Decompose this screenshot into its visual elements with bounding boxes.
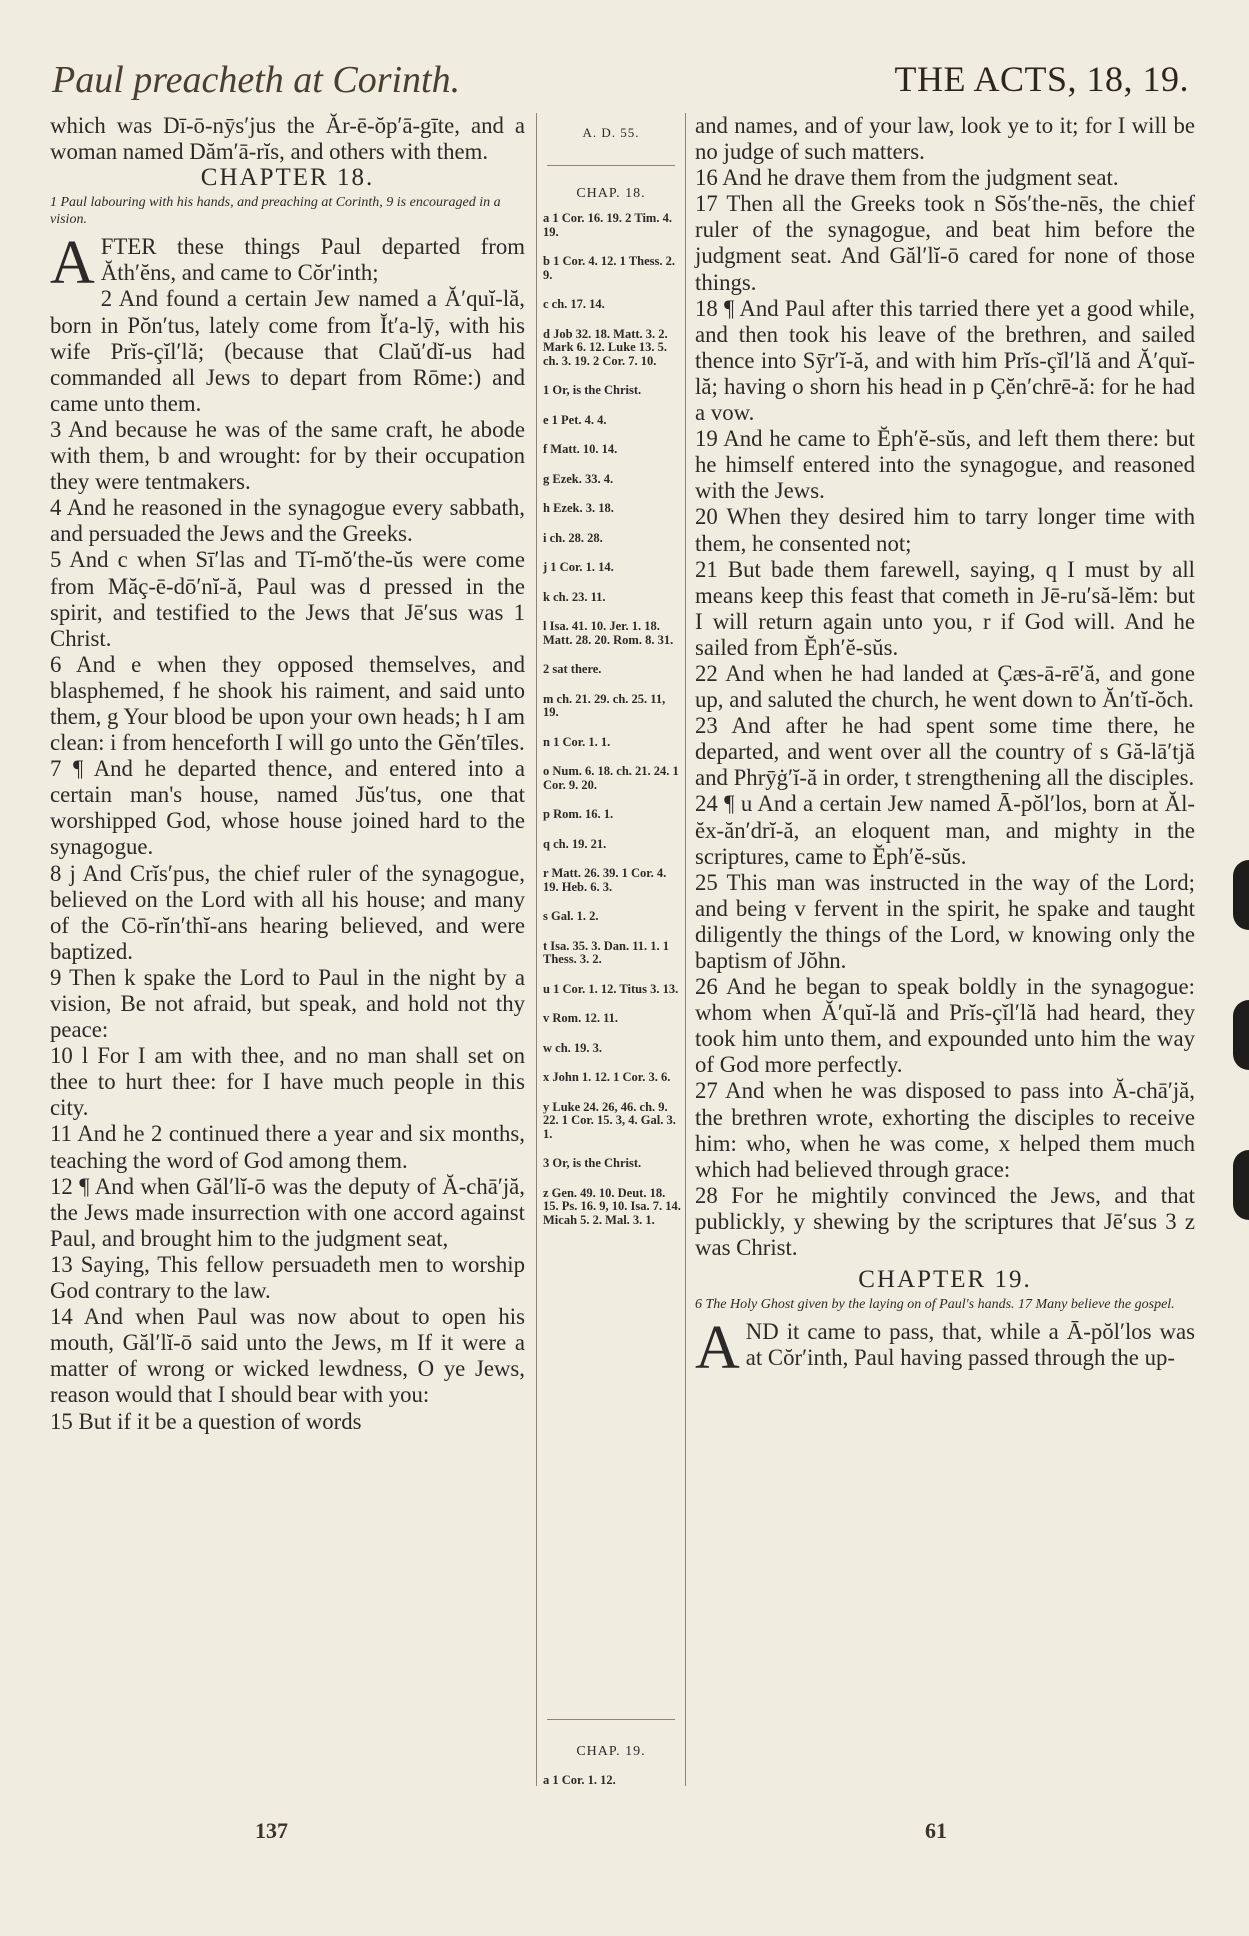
cross-reference: u 1 Cor. 1. 12. Titus 3. 13. xyxy=(543,981,679,996)
chapter-19-verse-1-text: ND it came to pass, that, while a Ā-pŏl′los was at Cŏr′inth, Paul having passed through the up- xyxy=(745,1319,1195,1371)
cross-reference: s Gal. 1. 2. xyxy=(543,909,599,923)
cross-reference: d Job 32. 18. Matt. 3. 2. Mark 6. 12. Luke 13. 5. ch. 3. 19. 2 Cor. 7. 10. xyxy=(543,326,668,368)
cross-reference: k ch. 23. 11. xyxy=(543,589,606,604)
cross-reference: t Isa. 35. 3. Dan. 11. 1. 1 Thess. 3. 2. xyxy=(543,938,670,966)
cross-reference: i ch. 28. 28. xyxy=(543,530,603,545)
cross-reference: l Isa. 41. 10. Jer. 1. 18. Matt. 28. 20. Rom. 8. 31. xyxy=(543,619,674,647)
verse-19: 19 And he came to Ĕph′ĕ-sŭs, and left them there: but he himself entered into the synagogue, and reasoned with the Jews. xyxy=(695,426,1195,504)
cross-reference: p Rom. 16. 1. xyxy=(543,807,614,821)
chap-19-label: CHAP. 19. xyxy=(576,1744,646,1759)
verse-28: 28 For he mightily convinced the Jews, and that publickly, y shewing by the scriptures that Jē′sus 3 z was Christ. xyxy=(695,1182,1195,1261)
page-number-left: 137 xyxy=(255,1818,288,1843)
verse-23: 23 And after he had spent some time there, he departed, and went over all the country of s Gă-lā′tjă and Phrȳġ′ĭ-ă in order, t strengthening all the disciples. xyxy=(695,713,1195,791)
drop-cap: A xyxy=(695,1314,740,1383)
right-text-column xyxy=(695,113,1195,1383)
verse-7: 7 ¶ And he departed thence, and entered into a certain man's house, named Jŭs′tus, one that worshipped God, whose house joined hard to the synagogue. xyxy=(50,756,525,860)
cross-reference: z Gen. 49. 10. Deut. 18. 15. Ps. 16. 9, 10. Isa. 7. 14. Micah 5. 2. Mal. 3. 1. xyxy=(543,1185,681,1227)
cross-reference-column xyxy=(536,113,686,1786)
verse-10: 10 l For I am with thee, and no man shall set on thee to hurt thee: for I have much people in this city. xyxy=(50,1043,525,1121)
chapter-18-summary: 1 Paul labouring with his hands, and preaching at Corinth, 9 is encouraged in a vision. xyxy=(50,195,501,228)
verse-6: 6 And e when they opposed themselves, and blasphemed, f he shook his raiment, and said unto them, g Your blood be upon your own heads; h I am clean: i from henceforth I will go unto the Gĕn′tīles. xyxy=(50,651,525,756)
cross-reference: a 1 Cor. 16. 19. 2 Tim. 4. 19. xyxy=(543,211,672,239)
verse-18: 18 ¶ And Paul after this tarried there yet a good while, and then took his leave of the brethren, and sailed thence into Sȳr′ĭ-ă, and with him Prĭs-çĭl′lă and Ă′quĭ-lă; having o shorn his head in p Çĕn′chrē-ă: for he had a vow. xyxy=(695,295,1195,426)
cross-reference: r Matt. 26. 39. 1 Cor. 4. 19. Heb. 6. 3. xyxy=(543,866,667,894)
verse-22: 22 And when he had landed at Çæs-ā-rē′ă, and gone up, and saluted the church, he went down to Ăn′tĭ-ŏch. xyxy=(695,660,1195,713)
cross-reference: y Luke 24. 26, 46. ch. 9. 22. 1 Cor. 15. 3, 4. Gal. 3. 1. xyxy=(543,1099,676,1141)
verse-8: 8 j And Crĭs′pus, the chief ruler of the synagogue, believed on the Lord with all his house; and many of the Cō-rĭn′thĭ-ans hearing believed, and were baptized. xyxy=(50,860,525,964)
verse-4: 4 And he reasoned in the synagogue every sabbath, and persuaded the Jews and the Greeks. xyxy=(50,495,525,547)
verse-15: 15 But if it be a question of words xyxy=(50,1408,362,1434)
year-label: A. D. 55. xyxy=(582,125,640,140)
cross-reference: h Ezek. 3. 18. xyxy=(543,501,614,515)
verse-11: 11 And he 2 continued there a year and six months, teaching the word of God among them. xyxy=(50,1121,525,1173)
verse-15-cont: and names, and of your law, look ye to it; for I will be no judge of such matters. xyxy=(695,113,1195,165)
divider xyxy=(547,1719,675,1720)
cross-reference: f Matt. 10. 14. xyxy=(543,442,618,456)
chapter-19-summary: 6 The Holy Ghost given by the laying on of Paul's hands. 17 Many believe the gospel. xyxy=(695,1297,1175,1313)
cross-reference: o Num. 6. 18. ch. 21. 24. 1 Cor. 9. 20. xyxy=(543,764,679,792)
verse-25: 25 This man was instructed in the way of the Lord; and being v fervent in the spirit, he spake and taught diligently the things of the Lord, w knowing only the baptism of Jŏhn. xyxy=(695,869,1195,973)
cross-reference: x John 1. 12. 1 Cor. 3. 6. xyxy=(543,1070,671,1084)
verse-1-text: FTER these things Paul departed from Ăth′ĕns, and came to Cŏr′inth; xyxy=(100,234,525,286)
cross-reference: m ch. 21. 29. ch. 25. 11, 19. xyxy=(543,691,666,719)
chap-18-label: CHAP. 18. xyxy=(576,186,646,201)
verse-9: 9 Then k spake the Lord to Paul in the night by a vision, Be not afraid, but speak, and hold not thy peace: xyxy=(50,964,525,1043)
cross-reference: v Rom. 12. 11. xyxy=(543,1011,618,1025)
verse-21: 21 But bade them farewell, saying, q I must by all means keep this feast that cometh in Jē-ru′să-lĕm: but I will return again unto you, r if God will. And he sailed from Ĕph′ĕ-sŭs. xyxy=(695,556,1195,660)
cross-reference: c ch. 17. 14. xyxy=(543,297,605,311)
divider xyxy=(547,165,675,166)
page-number-right: 61 xyxy=(925,1818,947,1843)
verse-5: 5 And c when Sī′las and Tĭ-mŏ′the-ŭs were come from Măç-ē-dō′nĭ-ă, Paul was d pressed in the spirit, and testified to the Jews that Jē′sus was 1 Christ. xyxy=(50,547,525,651)
cross-reference-bottom: a 1 Cor. 1. 12. xyxy=(543,1773,616,1787)
right-running-title: THE ACTS, 18, 19. xyxy=(894,59,1189,99)
intro-text: which was Dī-ō-nȳs′jus the Ăr-ē-ŏp′ā-gīte, and a woman named Dăm′ā-rĭs, and others with them. xyxy=(50,113,525,165)
cross-reference: 1 Or, is the Christ. xyxy=(543,383,642,397)
chapter-19-verse-1 xyxy=(695,1314,1195,1383)
left-running-title: Paul preacheth at Corinth. xyxy=(52,59,461,101)
cross-reference: g Ezek. 33. 4. xyxy=(543,471,614,486)
cross-reference: j 1 Cor. 1. 14. xyxy=(543,560,614,574)
chapter-18-heading: CHAPTER 18. xyxy=(200,164,375,192)
verse-3: 3 And because he was of the same craft, he abode with them, b and wrought: for by their occupation they were tentmakers. xyxy=(50,416,525,495)
left-text-column xyxy=(50,113,525,1435)
verse-17: 17 Then all the Greeks took n Sŏs′the-nēs, the chief ruler of the synagogue, and beat him before the judgment seat. And Găl′lĭ-ō cared for none of those things. xyxy=(695,191,1195,295)
verse-13: 13 Saying, This fellow persuadeth men to worship God contrary to the law. xyxy=(50,1251,525,1304)
verse-20: 20 When they desired him to tarry longer time with them, he consented not; xyxy=(695,504,1195,556)
verse-27: 27 And when he was disposed to pass into Ă-chā′jă, the brethren wrote, exhorting the disciples to receive him: who, when he was come, x helped them much which had believed through grace: xyxy=(695,1078,1195,1182)
verse-1 xyxy=(50,229,525,298)
verse-2: 2 And found a certain Jew named a Ă′quĭ-lă, born in Pŏn′tus, lately come from Ĭt′a-lȳ, with his wife Prĭs-çĭl′lă; (because that Claŭ′dĭ-us had commanded all Jews to depart from Rōme:) and came unto them. xyxy=(50,286,525,416)
verse-14: 14 And when Paul was now about to open his mouth, Găl′lĭ-ō said unto the Jews, m If it were a matter of wrong or wicked lewdness, O ye Jews, reason would that I should bear with you: xyxy=(50,1304,525,1408)
verse-16: 16 And he drave them from the judgment seat. xyxy=(695,165,1119,191)
cross-reference: n 1 Cor. 1. 1. xyxy=(543,734,611,749)
chapter-19-heading: CHAPTER 19. xyxy=(858,1266,1032,1294)
running-head xyxy=(52,58,1189,110)
cross-reference: q ch. 19. 21. xyxy=(543,836,607,851)
cross-reference: w ch. 19. 3. xyxy=(543,1040,603,1055)
cross-reference: 3 Or, is the Christ. xyxy=(543,1156,642,1170)
cross-reference: 2 sat there. xyxy=(543,662,602,676)
verse-24: 24 ¶ u And a certain Jew named Ā-pŏl′los, born at Ăl-ĕx-ăn′drĭ-ă, an eloquent man, and mighty in the scriptures, came to Ĕph′ĕ-sŭs. xyxy=(695,791,1195,869)
verse-12: 12 ¶ And when Găl′lĭ-ō was the deputy of Ă-chā′jă, the Jews made insurrection with one accord against Paul, and brought him to the judgment seat, xyxy=(50,1173,525,1251)
cross-reference: b 1 Cor. 4. 12. 1 Thess. 2. 9. xyxy=(543,254,675,282)
verse-26: 26 And he began to speak boldly in the synagogue: whom when Ă′quĭ-lă and Prĭs-çĭl′lă had heard, they took him unto them, and expounded unto him the way of God more perfectly. xyxy=(695,974,1195,1078)
drop-cap: A xyxy=(50,229,95,298)
thumb-index-tab xyxy=(1233,1000,1249,1070)
thumb-index-tab xyxy=(1233,860,1249,930)
cross-reference: e 1 Pet. 4. 4. xyxy=(543,412,607,427)
thumb-index-tab xyxy=(1233,1150,1249,1220)
